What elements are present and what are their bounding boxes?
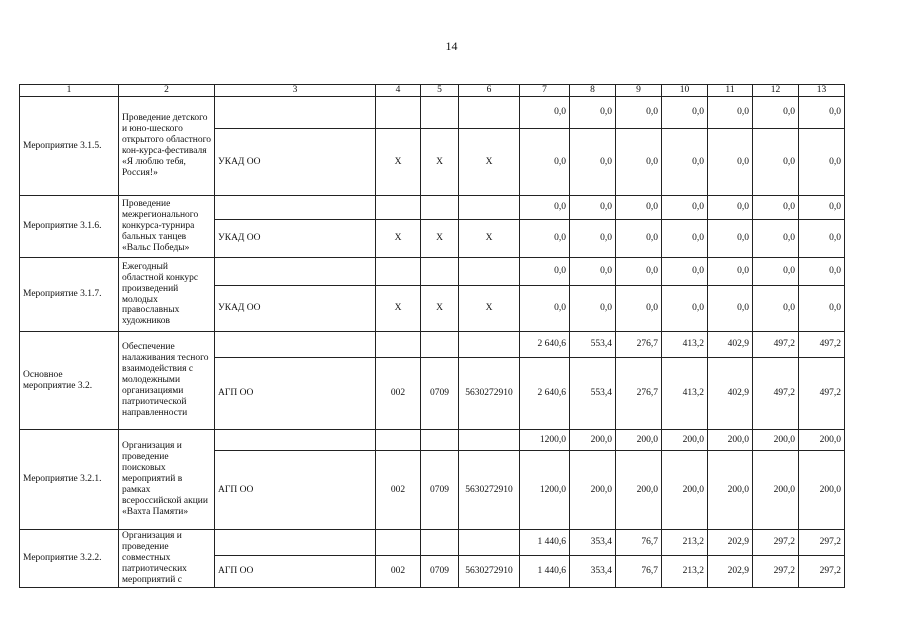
value-cell: 0,0 bbox=[708, 196, 753, 220]
value-cell: 0,0 bbox=[799, 129, 845, 196]
activity-name: Обеспечение налаживания тесного взаимодействия с молодежными организациями патриотической направленности bbox=[119, 332, 215, 430]
column-number: 12 bbox=[753, 85, 799, 97]
value-cell: 297,2 bbox=[753, 530, 799, 556]
value-cell: 1 440,6 bbox=[520, 530, 570, 556]
table-row bbox=[20, 196, 845, 220]
code-cell bbox=[376, 258, 421, 286]
value-cell: 200,0 bbox=[799, 451, 845, 530]
value-cell: 202,9 bbox=[708, 556, 753, 588]
value-cell: 0,0 bbox=[662, 220, 708, 258]
page-number: 14 bbox=[445, 39, 458, 53]
target-article-cell bbox=[459, 196, 520, 220]
value-cell: 0,0 bbox=[616, 196, 662, 220]
executor-cell bbox=[215, 332, 376, 358]
value-cell: 0,0 bbox=[799, 286, 845, 332]
budget-table bbox=[19, 84, 845, 588]
column-number: 7 bbox=[520, 85, 570, 97]
value-cell: 0,0 bbox=[520, 220, 570, 258]
value-cell: 0,0 bbox=[708, 286, 753, 332]
activity-name: Организация и проведение совместных патриотических мероприятий с bbox=[119, 530, 215, 588]
section-cell bbox=[421, 430, 459, 451]
value-cell: 0,0 bbox=[570, 286, 616, 332]
value-cell: 0,0 bbox=[799, 97, 845, 129]
value-cell: 0,0 bbox=[799, 258, 845, 286]
column-number: 4 bbox=[376, 85, 421, 97]
value-cell: 202,9 bbox=[708, 530, 753, 556]
activity-label: Основное мероприятие 3.2. bbox=[20, 332, 119, 430]
section-cell: Х bbox=[421, 129, 459, 196]
target-article-cell bbox=[459, 430, 520, 451]
value-cell: 200,0 bbox=[570, 451, 616, 530]
value-cell: 0,0 bbox=[520, 286, 570, 332]
code-cell: 002 bbox=[376, 556, 421, 588]
activity-label: Мероприятие 3.1.7. bbox=[20, 258, 119, 332]
code-cell bbox=[376, 97, 421, 129]
code-cell: Х bbox=[376, 220, 421, 258]
activity-name: Проведение межрегионального конкурса-турнира бальных танцев «Вальс Победы» bbox=[119, 196, 215, 258]
section-cell bbox=[421, 258, 459, 286]
section-cell: Х bbox=[421, 220, 459, 258]
value-cell: 2 640,6 bbox=[520, 332, 570, 358]
value-cell: 0,0 bbox=[799, 196, 845, 220]
code-cell bbox=[376, 430, 421, 451]
target-article-cell bbox=[459, 530, 520, 556]
activity-label: Мероприятие 3.2.2. bbox=[20, 530, 119, 588]
value-cell: 200,0 bbox=[753, 451, 799, 530]
value-cell: 0,0 bbox=[662, 196, 708, 220]
value-cell: 0,0 bbox=[520, 97, 570, 129]
table-row bbox=[20, 332, 845, 358]
value-cell: 0,0 bbox=[708, 258, 753, 286]
table-row bbox=[20, 258, 845, 286]
column-number: 6 bbox=[459, 85, 520, 97]
value-cell: 0,0 bbox=[520, 258, 570, 286]
value-cell: 213,2 bbox=[662, 556, 708, 588]
value-cell: 1200,0 bbox=[520, 451, 570, 530]
value-cell: 497,2 bbox=[799, 358, 845, 430]
value-cell: 0,0 bbox=[570, 97, 616, 129]
value-cell: 297,2 bbox=[799, 530, 845, 556]
value-cell: 0,0 bbox=[753, 97, 799, 129]
value-cell: 0,0 bbox=[708, 97, 753, 129]
value-cell: 0,0 bbox=[753, 258, 799, 286]
value-cell: 2 640,6 bbox=[520, 358, 570, 430]
value-cell: 276,7 bbox=[616, 358, 662, 430]
table-row bbox=[20, 530, 845, 556]
value-cell: 0,0 bbox=[616, 286, 662, 332]
code-cell: 002 bbox=[376, 451, 421, 530]
value-cell: 0,0 bbox=[753, 286, 799, 332]
value-cell: 0,0 bbox=[662, 97, 708, 129]
value-cell: 200,0 bbox=[708, 430, 753, 451]
column-number: 1 bbox=[20, 85, 119, 97]
target-article-cell: 5630272910 bbox=[459, 358, 520, 430]
value-cell: 0,0 bbox=[616, 97, 662, 129]
value-cell: 297,2 bbox=[753, 556, 799, 588]
target-article-cell: 5630272910 bbox=[459, 556, 520, 588]
activity-name: Организация и проведение поисковых мероприятий в рамках всероссийской акции «Вахта Памяти» bbox=[119, 430, 215, 530]
value-cell: 0,0 bbox=[520, 129, 570, 196]
value-cell: 1200,0 bbox=[520, 430, 570, 451]
value-cell: 0,0 bbox=[662, 258, 708, 286]
column-number: 13 bbox=[799, 85, 845, 97]
value-cell: 200,0 bbox=[662, 430, 708, 451]
target-article-cell: Х bbox=[459, 286, 520, 332]
activity-label: Мероприятие 3.1.6. bbox=[20, 196, 119, 258]
activity-label: Мероприятие 3.2.1. bbox=[20, 430, 119, 530]
target-article-cell: 5630272910 bbox=[459, 451, 520, 530]
value-cell: 200,0 bbox=[799, 430, 845, 451]
value-cell: 297,2 bbox=[799, 556, 845, 588]
value-cell: 0,0 bbox=[570, 258, 616, 286]
section-cell bbox=[421, 530, 459, 556]
value-cell: 200,0 bbox=[708, 451, 753, 530]
executor-cell: АГП ОО bbox=[215, 358, 376, 430]
value-cell: 0,0 bbox=[662, 286, 708, 332]
value-cell: 200,0 bbox=[753, 430, 799, 451]
value-cell: 200,0 bbox=[616, 451, 662, 530]
executor-cell: АГП ОО bbox=[215, 451, 376, 530]
executor-cell bbox=[215, 530, 376, 556]
value-cell: 353,4 bbox=[570, 530, 616, 556]
value-cell: 497,2 bbox=[799, 332, 845, 358]
section-cell bbox=[421, 196, 459, 220]
executor-cell: УКАД ОО bbox=[215, 129, 376, 196]
section-cell: 0709 bbox=[421, 358, 459, 430]
executor-cell: УКАД ОО bbox=[215, 286, 376, 332]
value-cell: 0,0 bbox=[570, 220, 616, 258]
column-number: 10 bbox=[662, 85, 708, 97]
target-article-cell bbox=[459, 332, 520, 358]
target-article-cell: Х bbox=[459, 129, 520, 196]
code-cell bbox=[376, 332, 421, 358]
value-cell: 0,0 bbox=[570, 196, 616, 220]
value-cell: 200,0 bbox=[570, 430, 616, 451]
value-cell: 402,9 bbox=[708, 332, 753, 358]
code-cell: Х bbox=[376, 129, 421, 196]
value-cell: 0,0 bbox=[570, 129, 616, 196]
column-number: 11 bbox=[708, 85, 753, 97]
executor-cell bbox=[215, 196, 376, 220]
column-number: 8 bbox=[570, 85, 616, 97]
activity-name: Ежегодный областной конкурс произведений молодых православных художников bbox=[119, 258, 215, 332]
value-cell: 497,2 bbox=[753, 332, 799, 358]
column-number: 3 bbox=[215, 85, 376, 97]
value-cell: 0,0 bbox=[662, 129, 708, 196]
executor-cell bbox=[215, 430, 376, 451]
executor-cell: АГП ОО bbox=[215, 556, 376, 588]
target-article-cell bbox=[459, 97, 520, 129]
value-cell: 553,4 bbox=[570, 358, 616, 430]
value-cell: 0,0 bbox=[799, 220, 845, 258]
executor-cell: УКАД ОО bbox=[215, 220, 376, 258]
executor-cell bbox=[215, 258, 376, 286]
value-cell: 76,7 bbox=[616, 556, 662, 588]
code-cell bbox=[376, 196, 421, 220]
value-cell: 0,0 bbox=[616, 220, 662, 258]
value-cell: 0,0 bbox=[616, 129, 662, 196]
activity-label: Мероприятие 3.1.5. bbox=[20, 97, 119, 196]
value-cell: 200,0 bbox=[616, 430, 662, 451]
activity-name: Проведение детского и юно-шеского открытого областного кон-курса-фестиваля «Я люблю тебя, Россия!» bbox=[119, 97, 215, 196]
value-cell: 0,0 bbox=[616, 258, 662, 286]
code-cell: Х bbox=[376, 286, 421, 332]
target-article-cell bbox=[459, 258, 520, 286]
value-cell: 276,7 bbox=[616, 332, 662, 358]
value-cell: 413,2 bbox=[662, 358, 708, 430]
value-cell: 76,7 bbox=[616, 530, 662, 556]
column-number: 9 bbox=[616, 85, 662, 97]
target-article-cell: Х bbox=[459, 220, 520, 258]
column-number: 2 bbox=[119, 85, 215, 97]
value-cell: 0,0 bbox=[753, 129, 799, 196]
value-cell: 553,4 bbox=[570, 332, 616, 358]
value-cell: 1 440,6 bbox=[520, 556, 570, 588]
value-cell: 0,0 bbox=[708, 220, 753, 258]
table-row bbox=[20, 97, 845, 129]
value-cell: 497,2 bbox=[753, 358, 799, 430]
section-cell: Х bbox=[421, 286, 459, 332]
section-cell bbox=[421, 97, 459, 129]
table-row bbox=[20, 430, 845, 451]
value-cell: 402,9 bbox=[708, 358, 753, 430]
column-number: 5 bbox=[421, 85, 459, 97]
value-cell: 413,2 bbox=[662, 332, 708, 358]
value-cell: 0,0 bbox=[753, 220, 799, 258]
code-cell: 002 bbox=[376, 358, 421, 430]
header-row bbox=[20, 85, 845, 97]
value-cell: 0,0 bbox=[753, 196, 799, 220]
section-cell: 0709 bbox=[421, 451, 459, 530]
executor-cell bbox=[215, 97, 376, 129]
value-cell: 0,0 bbox=[708, 129, 753, 196]
section-cell: 0709 bbox=[421, 556, 459, 588]
value-cell: 0,0 bbox=[520, 196, 570, 220]
value-cell: 213,2 bbox=[662, 530, 708, 556]
code-cell bbox=[376, 530, 421, 556]
value-cell: 200,0 bbox=[662, 451, 708, 530]
value-cell: 353,4 bbox=[570, 556, 616, 588]
section-cell bbox=[421, 332, 459, 358]
